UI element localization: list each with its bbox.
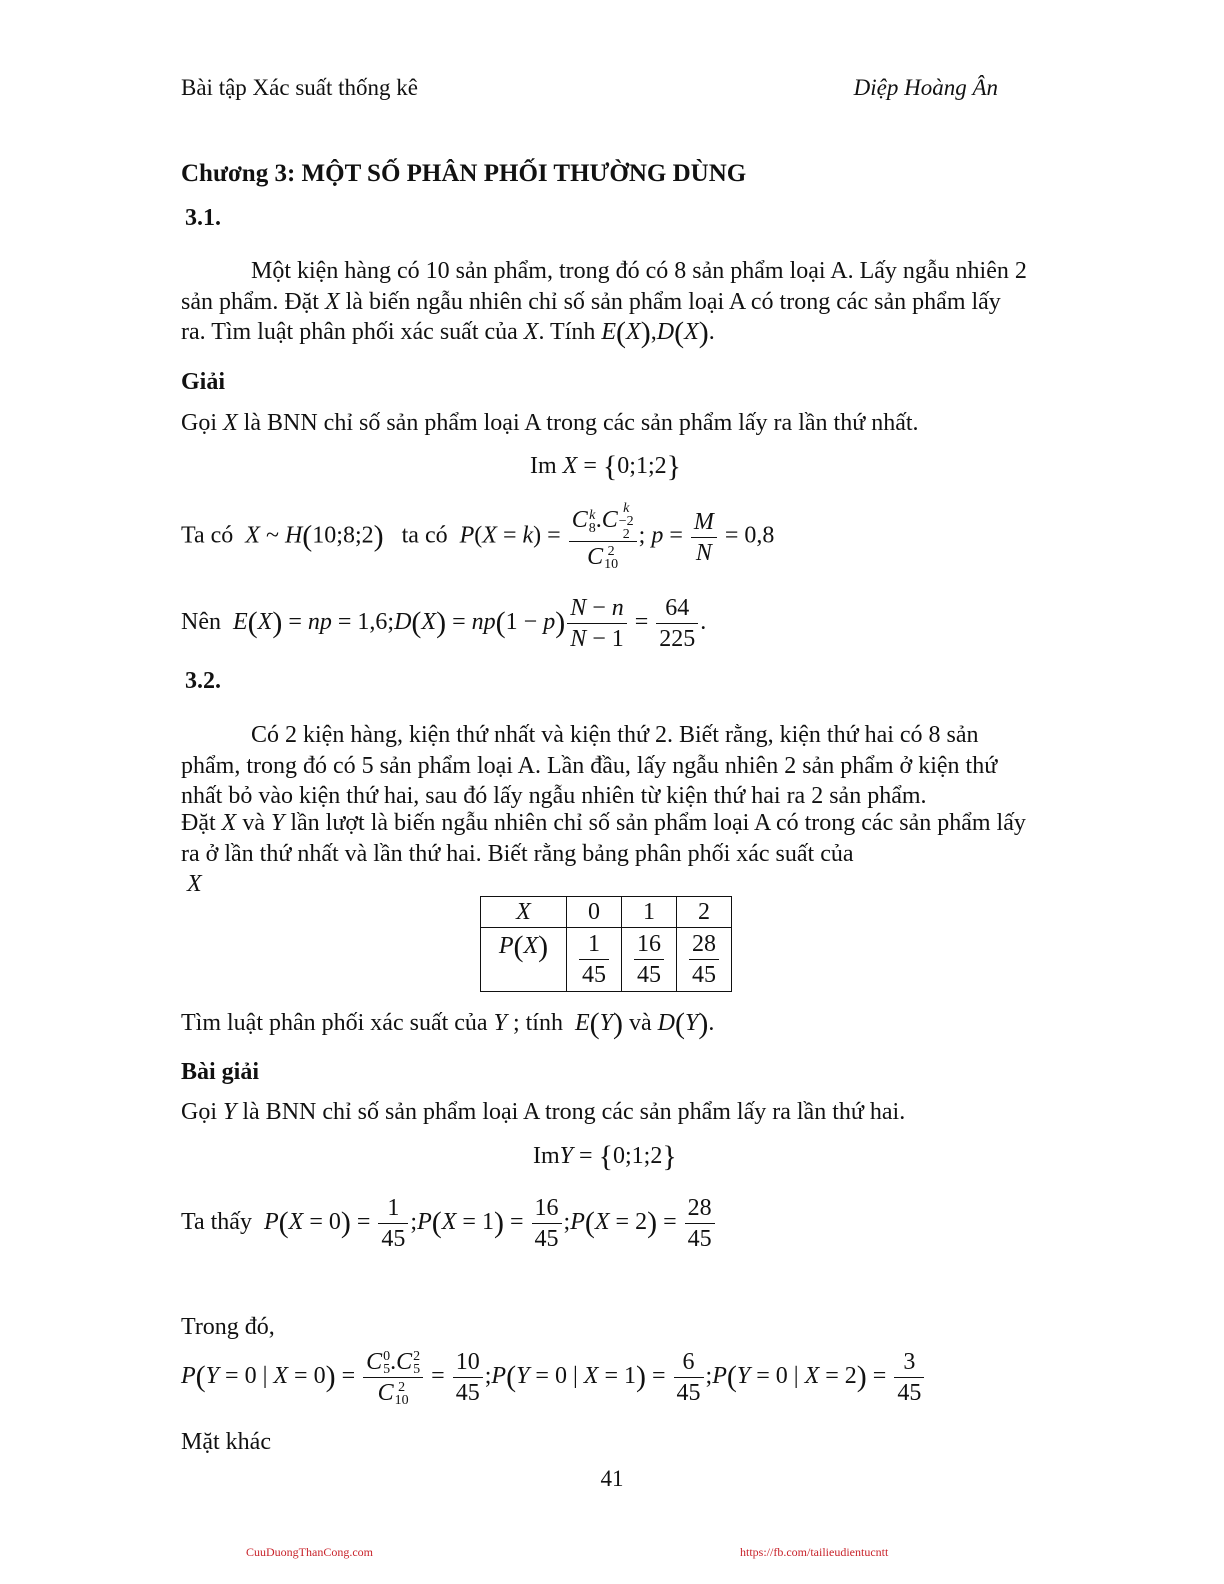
x-probabilities-formula: Ta thấy P(X = 0) = $\frac{1}{45}$ ;P(X = 1) = $\frac{16}{45}$ ;P(X = 2) = $\frac{28}{45}$	[181, 1190, 1031, 1255]
section-3-2-label: 3.2.	[185, 668, 221, 694]
table-header-cell: 2	[677, 897, 732, 928]
header-left: Bài tập Xác suất thống kê	[181, 75, 418, 100]
table-header-cell: 0	[567, 897, 622, 928]
trong-do-label: Trong đó,	[181, 1314, 275, 1340]
chapter-title: Chương 3: MỘT SỐ PHÂN PHỐI THƯỜNG DÙNG	[181, 160, 747, 187]
section-3-2-ask: Tìm luật phân phối xác suất của Y ; tính E(Y) và D(Y).	[181, 1007, 715, 1040]
section-3-2-problem-a: Có 2 kiện hàng, kiện thứ nhất và kiện thứ 2. Biết rằng, kiện thứ hai có 8 sản phẩm, trong đó có 5 sản phẩm loại A. Lần đầu, lấy ngẫu nhiên 2 sản phẩm ở kiện thứ nhất bỏ vào kiện thứ hai, sau đó lấy ngẫu nhiên từ kiện thứ hai ra 2 sản phẩm.	[181, 722, 998, 809]
table-row-label: P(X)	[481, 928, 567, 992]
mat-khac-label: Mặt khác	[181, 1429, 271, 1455]
section-3-2-solution-intro: Gọi Y là BNN chỉ số sản phẩm loại A trong các sản phẩm lấy ra lần thứ hai.	[181, 1099, 906, 1125]
section-3-1-problem: Một kiện hàng có 10 sản phẩm, trong đó có 8 sản phẩm loại A. Lấy ngẫu nhiên 2 sản phẩm. Đặt X là biến ngẫu nhiên chỉ số sản phẩm loại A có trong các sản phẩm lấy ra. Tìm luật phân phối xác suất của X. Tính E(X),D(X).	[181, 258, 1027, 349]
expectation-variance-formula: Nên E(X) = np = 1,6;D(X) = np(1 − p) $\frac{N - n}{N - 1}$ = $\frac{64}{225}$ .	[181, 594, 707, 652]
section-3-1-solution-heading: Giải	[181, 369, 226, 395]
image-of-x-formula: Im X = {0;1;2}	[530, 450, 682, 483]
section-3-1-solution-intro: Gọi X là BNN chỉ số sản phẩm loại A trong các sản phẩm lấy ra lần thứ nhất.	[181, 410, 919, 436]
table-header-x: X	[481, 897, 567, 928]
table-cell: $\frac{16}{45}$	[622, 928, 677, 992]
section-3-2-problem-b: Đặt X và Y lần lượt là biến ngẫu nhiên chỉ số sản phẩm loại A có trong các sản phẩm lấy ra ở lần thứ nhất và lần thứ hai. Biết rằng bảng phân phối xác suất của X	[181, 810, 1026, 897]
section-3-2-solution-heading: Bài giải	[181, 1059, 260, 1085]
conditional-probabilities-formula: P(Y = 0 | X = 0) = C 0 5 .C 2 5 C 2 10 = $\frac{10}{45}$ ;P(Y = 0 | X = 1) = $\frac{6}{45}$ ;P(Y = 0 | X = 2) = $\frac{3}{45}$	[181, 1344, 1031, 1409]
distribution-table-x	[480, 896, 732, 992]
table-cell: $\frac{1}{45}$	[567, 928, 622, 992]
section-3-1-label: 3.1.	[185, 205, 221, 231]
hypergeometric-formula: Ta có X ~ H(10;8;2) ta có P(X = k) = C k 8 .C k −2 2 C 2 10 ; p = $\frac{M}{N}$ = 0,8	[181, 501, 775, 573]
footer-left-link[interactable]: CuuDuongThanCong.com	[246, 1545, 373, 1559]
table-header-cell: 1	[622, 897, 677, 928]
image-of-y-formula: ImY = {0;1;2}	[533, 1140, 677, 1173]
table-cell: $\frac{28}{45}$	[677, 928, 732, 992]
footer-right-link[interactable]: https://fb.com/tailieudientucntt	[740, 1545, 889, 1559]
page-number: 41	[600, 1466, 624, 1491]
header-right: Diệp Hoàng Ân	[853, 75, 998, 100]
